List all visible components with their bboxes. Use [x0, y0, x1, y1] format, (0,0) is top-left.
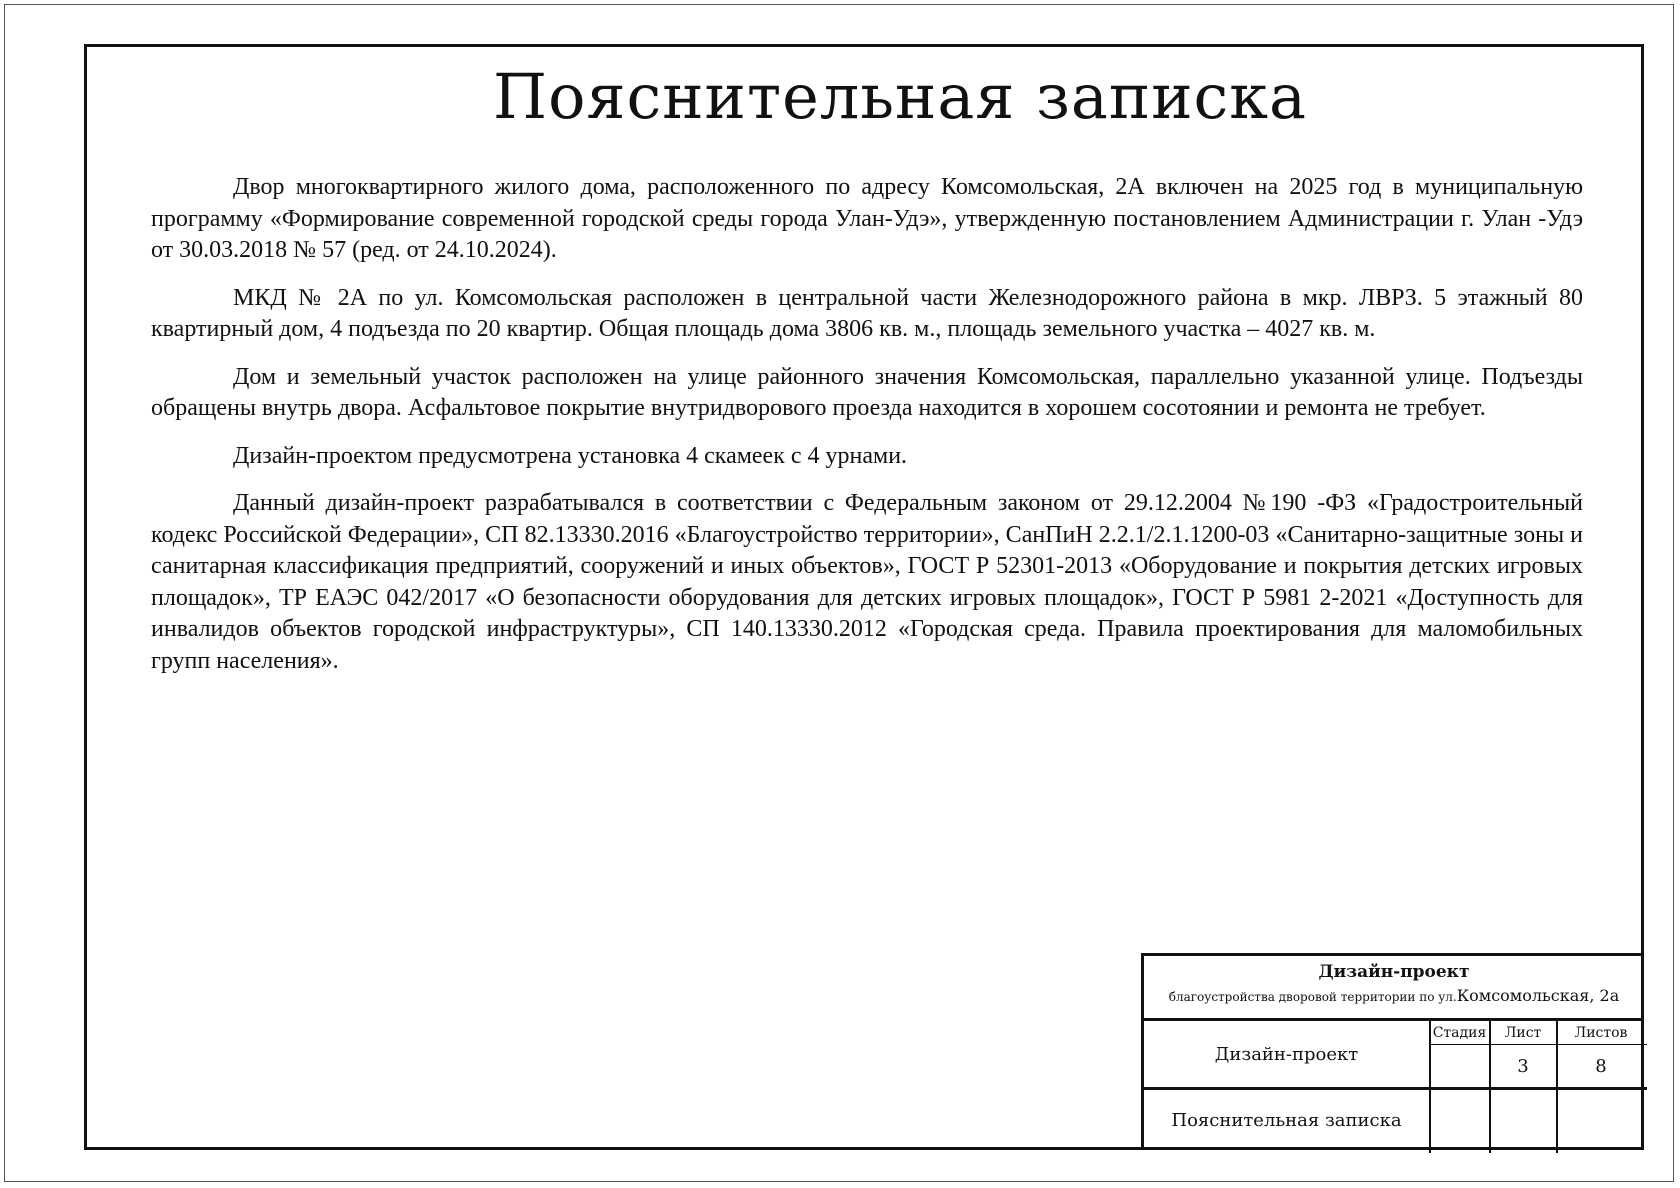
project-subtitle [1144, 986, 1644, 1005]
paragraph-4: Дизайн-проектом предусмотрена установка 4 скамеек с 4 урнами. [233, 442, 908, 469]
sheet-header: Лист [1504, 1025, 1542, 1041]
document-body [151, 172, 1583, 693]
paragraph-3: Дом и земельный участок расположен на улице районного значения Комсомольская, параллельно указанной улице. Подъезды обращены внутрь двора. Асфальтовое покрытие внутридворового проезда находится в хорошем сосотоянии и ремонта не требует. [151, 363, 1583, 421]
project-title: Дизайн-проект [1318, 962, 1470, 982]
project-subtitle-prefix: благоустройства дворовой территории по ул. [1168, 990, 1457, 1004]
doc-type-label: Дизайн-проект [1214, 1043, 1359, 1065]
sheets-value: 8 [1595, 1055, 1607, 1077]
doc-name-label: Пояснительная записка [1171, 1109, 1402, 1131]
paragraph-1: Двор многоквартирного жилого дома, расположенного по адресу Комсомольская, 2А включен на 2025 год в муниципальную программу «Формирование современной городской среды города Улан-Удэ», утвержденную постановлением Администрации г. Улан -Удэ от 30.03.2018 № 57 (ред. от 24.10.2024). [151, 174, 1583, 263]
stage-value [1430, 1045, 1489, 1087]
paragraph-5: Данный дизайн-проект разрабатывался в соответствии с Федеральным законом от 29.12.2004 №190 -ФЗ «Градостроительный кодекс Российской Федерации», СП 82.13330.2016 «Благоустройство территории», СанПиН 2.2.1/2.1.1200-03 «Санитарно-защитные зоны и санитарная классификация предприятий, сооружений и иных объектов», ГОСТ Р 52301-2013 «Оборудование и покрытия детских игровых площадок», ТР ЕАЭС 042/2017 «О безопасности оборудования для детских игровых площадок», ГОСТ Р 5981 2-2021 «Доступность для инвалидов объектов городской инфраструктуры», СП 140.13330.2012 «Городская среда. Правила проектирования для маломобильных групп населения». [151, 490, 1583, 674]
sheet-value: 3 [1517, 1055, 1529, 1077]
stage-header: Стадия [1432, 1025, 1487, 1041]
page-title: Пояснительная записка [493, 60, 1307, 133]
title-block-header [1144, 956, 1644, 1021]
project-address: Комсомольская, 2а [1456, 986, 1620, 1005]
paragraph-2: МКД № 2А по ул. Комсомольская расположен в центральной части Железнодорожного района в мкр. ЛВРЗ. 5 этажный 80 квартирный дом, 4 подъезда по 20 квартир. Общая площадь дома 3806 кв. м., площадь земельного участка – 4027 кв. м. [151, 284, 1583, 342]
title-block [1141, 953, 1644, 1150]
sheets-header: Листов [1574, 1025, 1628, 1041]
